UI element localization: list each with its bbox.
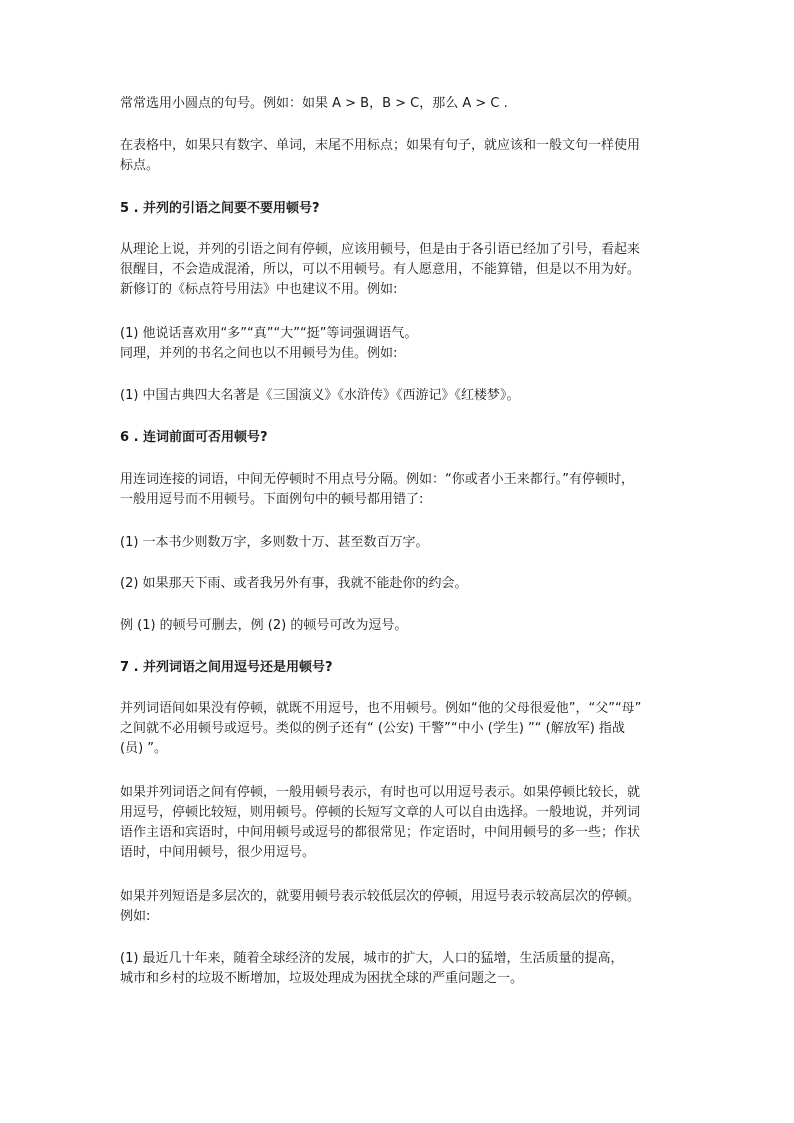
text-line: (1) 中国古典四大名著是《三国演义》《水浒传》《西游记》《红楼梦》。 — [120, 388, 520, 403]
text-line: 如果并列词语之间有停顿，一般用顿号表示，有时也可以用逗号表示。如果停顿比较长，就 — [120, 785, 641, 800]
text-line: 新修订的《标点符号用法》中也建议不用。例如: — [120, 282, 398, 297]
paragraph-example-2 — [120, 574, 690, 594]
text-line: 很醒目，不会造成混淆，所以，可以不用顿号。有人愿意用，不能算错，但是以不用为好。 — [120, 262, 641, 277]
text-line: 例 (1) 的顿号可删去，例 (2) 的顿号可改为逗号。 — [120, 618, 408, 633]
paragraph-example-books — [120, 386, 690, 406]
text-line: 同理，并列的书名之间也以不用顿号为佳。例如: — [120, 346, 398, 361]
text-line: 用连词连接的词语，中间无停顿时不用点号分隔。例如：“你或者小王来都行。”有停顿时， — [120, 472, 634, 487]
text-line: 如果并列短语是多层次的，就要用顿号表示较低层次的停顿，用逗号表示较高层次的停顿。 — [120, 889, 641, 904]
text-line: 用逗号，停顿比较短，则用顿号。停顿的长短写文章的人可以自由选择。一般地说，并列词 — [120, 805, 641, 820]
section-heading-6: 6 . 连词前面可否用顿号? — [120, 430, 268, 445]
text-line: 例如: — [120, 909, 151, 924]
text-line: (1) 一本书少则数万字，多则数十万、甚至数百万字。 — [120, 535, 429, 550]
paragraph-parallel-words — [120, 699, 690, 759]
paragraph-example-1 — [120, 533, 690, 553]
text-line: (2) 如果那天下雨、或者我另外有事，我就不能赴你的约会。 — [120, 576, 468, 591]
paragraph-period-example — [120, 94, 690, 114]
text-line: 标点。 — [120, 158, 160, 173]
section-heading-5: 5 . 并列的引语之间要不要用顿号? — [120, 201, 320, 216]
paragraph-table-punctuation — [120, 136, 690, 176]
paragraph-conjunction — [120, 470, 690, 510]
text-line: (1) 最近几十年来，随着全球经济的发展，城市的扩大，人口的猛增，生活质量的提高， — [120, 951, 624, 966]
section-heading-7: 7 . 并列词语之间用逗号还是用顿号? — [120, 660, 333, 675]
paragraph-example-note — [120, 616, 690, 636]
text-line: (员) ”。 — [120, 741, 168, 756]
text-line: 在表格中，如果只有数字、单词，末尾不用标点；如果有句子，就应该和一般文句一样使用 — [120, 138, 641, 153]
text-line: 从理论上说，并列的引语之间有停顿，应该用顿号，但是由于各引语已经加了引号，看起来 — [120, 242, 641, 257]
text-line: 城市和乡村的垃圾不断增加，垃圾处理成为困扰全球的严重问题之一。 — [120, 971, 524, 986]
paragraph-example-quotes — [120, 324, 690, 364]
text-line: 常常选用小圆点的句号。例如：如果 A > B，B > C，那么 A > C . — [120, 96, 508, 111]
text-line: 之间就不必用顿号或逗号。类似的例子还有“ (公安) 干警”“中小 (学生) ”“ (解放军) 指战 — [120, 721, 625, 736]
paragraph-quote-pause — [120, 240, 690, 300]
paragraph-pause-length — [120, 783, 690, 863]
text-line: 语作主语和宾语时，中间用顿号或逗号的都很常见；作定语时，中间用顿号的多一些；作状 — [120, 825, 641, 840]
paragraph-multilevel — [120, 887, 690, 927]
text-line: (1) 他说话喜欢用“多”“真”“大”“挺”等词强调语气。 — [120, 326, 418, 341]
text-line: 语时，中间用顿号，很少用逗号。 — [120, 845, 316, 860]
text-line: 并列词语间如果没有停顿，就既不用逗号，也不用顿号。例如“他的父母很爱他”，“父”“母” — [120, 701, 642, 716]
text-line: 一般用逗号而不用顿号。下面例句中的顿号都用错了: — [120, 492, 424, 507]
paragraph-example-garbage — [120, 949, 690, 989]
